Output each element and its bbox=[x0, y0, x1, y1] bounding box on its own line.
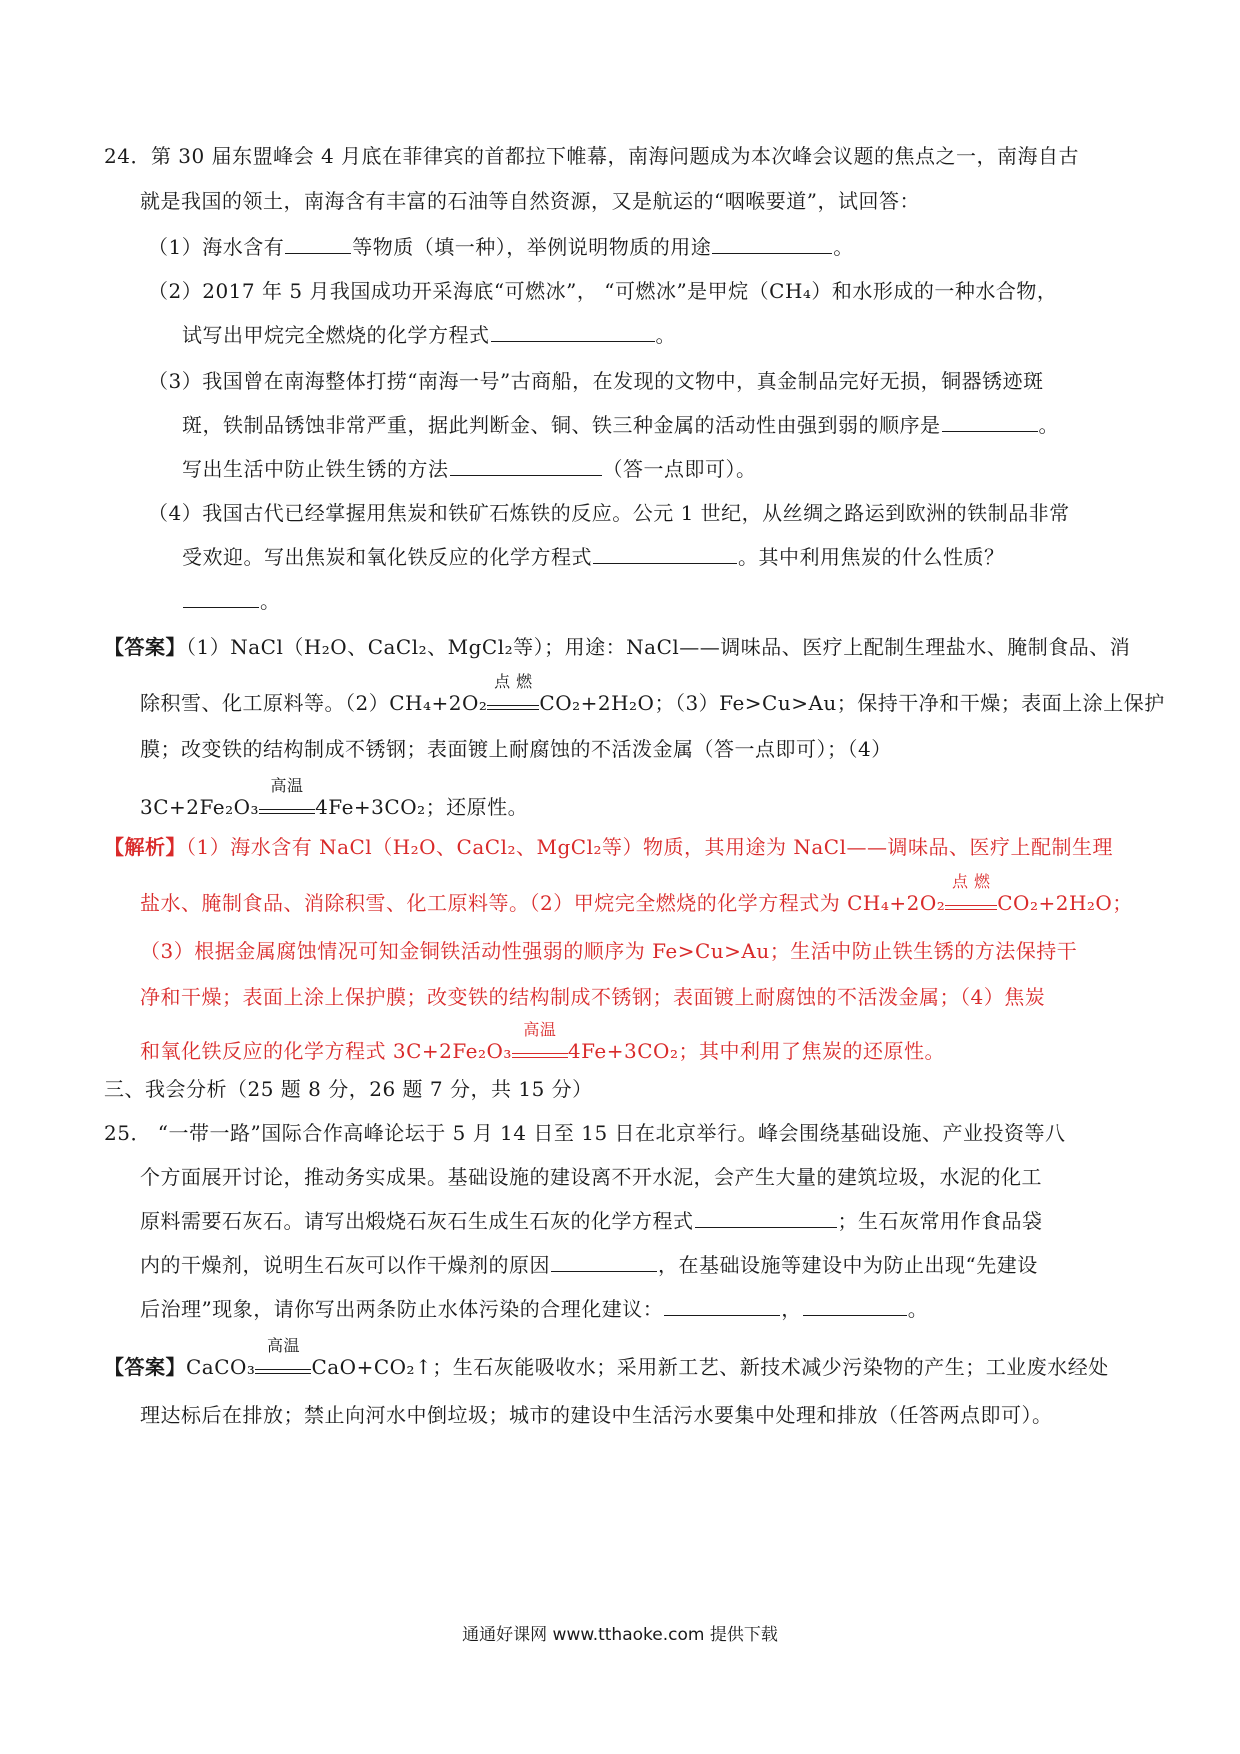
answer-24-line-2 bbox=[140, 672, 1165, 716]
reaction-condition-high-temp: 高温 bbox=[512, 1043, 568, 1058]
q24-part4-text-a: 受欢迎。写出焦炭和氧化铁反应的化学方程式 bbox=[182, 545, 592, 569]
q25-text-4a: 内的干燥剂，说明生石灰可以作干燥剂的原因 bbox=[140, 1253, 550, 1277]
q24-part3-text-a: 斑，铁制品锈蚀非常严重，据此判断金、铜、铁三种金属的活动性由强到弱的顺序是 bbox=[182, 413, 941, 437]
q24-part2-line-2 bbox=[182, 322, 676, 348]
answer-blank bbox=[664, 1297, 780, 1316]
answer-blank bbox=[695, 1209, 837, 1228]
reaction-condition-high-temp: 高温 bbox=[259, 799, 315, 814]
q25-line-4 bbox=[140, 1252, 1038, 1278]
explanation-24-text-5a: 和氧化铁反应的化学方程式 3C+2Fe₂O₃ bbox=[140, 1039, 512, 1063]
q24-part4-line-2 bbox=[182, 544, 1005, 570]
answer-blank bbox=[712, 235, 832, 254]
explanation-24-line-3: （3）根据金属腐蚀情况可知金铜铁活动性强弱的顺序为 Fe>Cu>Au；生活中防止铁生锈的方法保持干 bbox=[140, 939, 1078, 963]
q24-part3-line-1: （3）我国曾在南海整体打捞“南海一号”古商船，在发现的文物中，真金制品完好无损，铜器锈迹斑 bbox=[148, 369, 1044, 393]
q24-part1-text-a: （1）海水含有 bbox=[148, 235, 285, 259]
q25-text-4b: ，在基础设施等建设中为防止出现“先建设 bbox=[658, 1253, 1038, 1277]
q24-part3-line-3 bbox=[182, 456, 757, 482]
reaction-condition-ignite: 点 燃 bbox=[945, 895, 997, 910]
q25-text-5a: 后治理”现象，请你写出两条防止水体污染的合理化建议： bbox=[140, 1297, 664, 1321]
answer-blank bbox=[593, 545, 737, 564]
answer-24-line-1 bbox=[104, 634, 1130, 660]
explanation-24-line-5 bbox=[140, 1020, 945, 1064]
q25-text-5c: 。 bbox=[907, 1297, 929, 1321]
q25-line-5 bbox=[140, 1296, 928, 1322]
q25-text-3a: 原料需要石灰石。请写出煅烧石灰石生成生石灰的化学方程式 bbox=[140, 1209, 694, 1233]
explanation-24-line-2 bbox=[140, 872, 1133, 916]
explanation-24-text-2a: 盐水、腌制食品、消除积雪、化工原料等。（2）甲烷完全燃烧的化学方程式为 CH₄+2O₂ bbox=[140, 891, 946, 915]
answer-24-line-4 bbox=[140, 776, 529, 820]
answer-blank bbox=[183, 589, 259, 608]
answer-blank bbox=[551, 1253, 657, 1272]
answer-blank bbox=[942, 413, 1038, 432]
q25-line-3 bbox=[140, 1208, 1043, 1234]
reaction-condition-high-temp: 高温 bbox=[255, 1359, 311, 1374]
answer-blank bbox=[491, 323, 655, 342]
q24-line-2: 就是我国的领土，南海含有丰富的石油等自然资源，又是航运的“咽喉要道”，试回答： bbox=[140, 189, 920, 213]
answer-blank bbox=[285, 235, 351, 254]
answer-label: 【答案】 bbox=[104, 635, 186, 659]
q24-part4-line-3 bbox=[182, 588, 281, 614]
answer-25-line-2: 理达标后在排放；禁止向河水中倒垃圾；城市的建设中生活污水要集中处理和排放（任答两点即可）。 bbox=[140, 1403, 1053, 1427]
q24-part3-line-2 bbox=[182, 412, 1059, 438]
explanation-24-text-1: （1）海水含有 NaCl（H₂O、CaCl₂、MgCl₂等）物质，其用途为 NaCl——调味品、医疗上配制生理 bbox=[186, 835, 1113, 859]
answer-24-text-4b: 4Fe+3CO₂；还原性。 bbox=[315, 795, 529, 819]
answer-blank bbox=[450, 457, 602, 476]
q25-line-2: 个方面展开讨论，推动务实成果。基础设施的建设离不开水泥，会产生大量的建筑垃圾，水泥的化工 bbox=[140, 1165, 1042, 1189]
q25-line-1: 25． “一带一路”国际合作高峰论坛于 5 月 14 日至 15 日在北京举行。峰会围绕基础设施、产业投资等八 bbox=[104, 1121, 1066, 1145]
explanation-24-line-4: 净和干燥；表面上涂上保护膜；改变铁的结构制成不锈钢；表面镀上耐腐蚀的不活泼金属；（4）焦炭 bbox=[140, 985, 1046, 1009]
answer-25-line-1 bbox=[104, 1336, 1109, 1380]
answer-25-text-1b: CaO+CO₂↑；生石灰能吸收水；采用新工艺、新技术减少污染物的产生；工业废水经处 bbox=[311, 1355, 1109, 1379]
q25-text-3b: ；生石灰常用作食品袋 bbox=[837, 1209, 1043, 1233]
section-3-heading: 三、我会分析（25 题 8 分，26 题 7 分，共 15 分） bbox=[104, 1077, 593, 1101]
reaction-condition-ignite: 点 燃 bbox=[487, 695, 539, 710]
explanation-24-line-1 bbox=[104, 834, 1113, 860]
q24-part1-text-b: 等物质（填一种），举例说明物质的用途 bbox=[352, 235, 712, 259]
q24-part3-text-d: （答一点即可）。 bbox=[602, 457, 757, 481]
q24-part3-text-b: 。 bbox=[1038, 413, 1059, 437]
explanation-24-text-5b: 4Fe+3CO₂；其中利用了焦炭的还原性。 bbox=[567, 1039, 945, 1063]
q24-part4-text-b: 。其中利用焦炭的什么性质？ bbox=[738, 545, 1005, 569]
q24-part4-line-1: （4）我国古代已经掌握用焦炭和铁矿石炼铁的反应。公元 1 世纪，从丝绸之路运到欧洲的铁制品非常 bbox=[148, 501, 1070, 525]
answer-blank bbox=[803, 1297, 907, 1316]
answer-label: 【答案】 bbox=[104, 1355, 186, 1379]
explanation-24-text-2b: CO₂+2H₂O； bbox=[997, 891, 1133, 915]
q24-line-1: 24．第 30 届东盟峰会 4 月底在菲律宾的首都拉下帷幕，南海问题成为本次峰会议题的焦点之一，南海自古 bbox=[104, 144, 1080, 168]
q24-part1-text-c: 。 bbox=[833, 235, 854, 259]
answer-24-text-2a: 除积雪、化工原料等。（2）CH₄+2O₂ bbox=[140, 691, 488, 715]
q24-part2-text-b: 。 bbox=[655, 323, 676, 347]
q24-part1 bbox=[148, 234, 854, 260]
answer-24-text-4a: 3C+2Fe₂O₃ bbox=[140, 795, 260, 819]
explanation-label: 【解析】 bbox=[104, 835, 186, 859]
q24-part4-text-c: 。 bbox=[260, 589, 281, 613]
answer-25-text-1a: CaCO₃ bbox=[186, 1355, 256, 1379]
q24-part2-line-1: （2）2017 年 5 月我国成功开采海底“可燃冰”， “可燃冰”是甲烷（CH₄）和水形成的一种水合物， bbox=[148, 279, 1058, 303]
q24-part3-text-c: 写出生活中防止铁生锈的方法 bbox=[182, 457, 449, 481]
page-footer: 通通好课网 www.tthaoke.com 提供下载 bbox=[462, 1625, 778, 1645]
answer-24-line-3: 膜；改变铁的结构制成不锈钢；表面镀上耐腐蚀的不活泼金属（答一点即可）；（4） bbox=[140, 737, 892, 761]
q25-text-5b: ， bbox=[781, 1297, 802, 1321]
answer-24-text-2b: CO₂+2H₂O；（3）Fe>Cu>Au；保持干净和干燥；表面上涂上保护 bbox=[539, 691, 1165, 715]
answer-24-text-1: （1）NaCl（H₂O、CaCl₂、MgCl₂等）；用途：NaCl——调味品、医疗上配制生理盐水、腌制食品、消 bbox=[186, 635, 1131, 659]
q24-part2-text-a: 试写出甲烷完全燃烧的化学方程式 bbox=[182, 323, 490, 347]
